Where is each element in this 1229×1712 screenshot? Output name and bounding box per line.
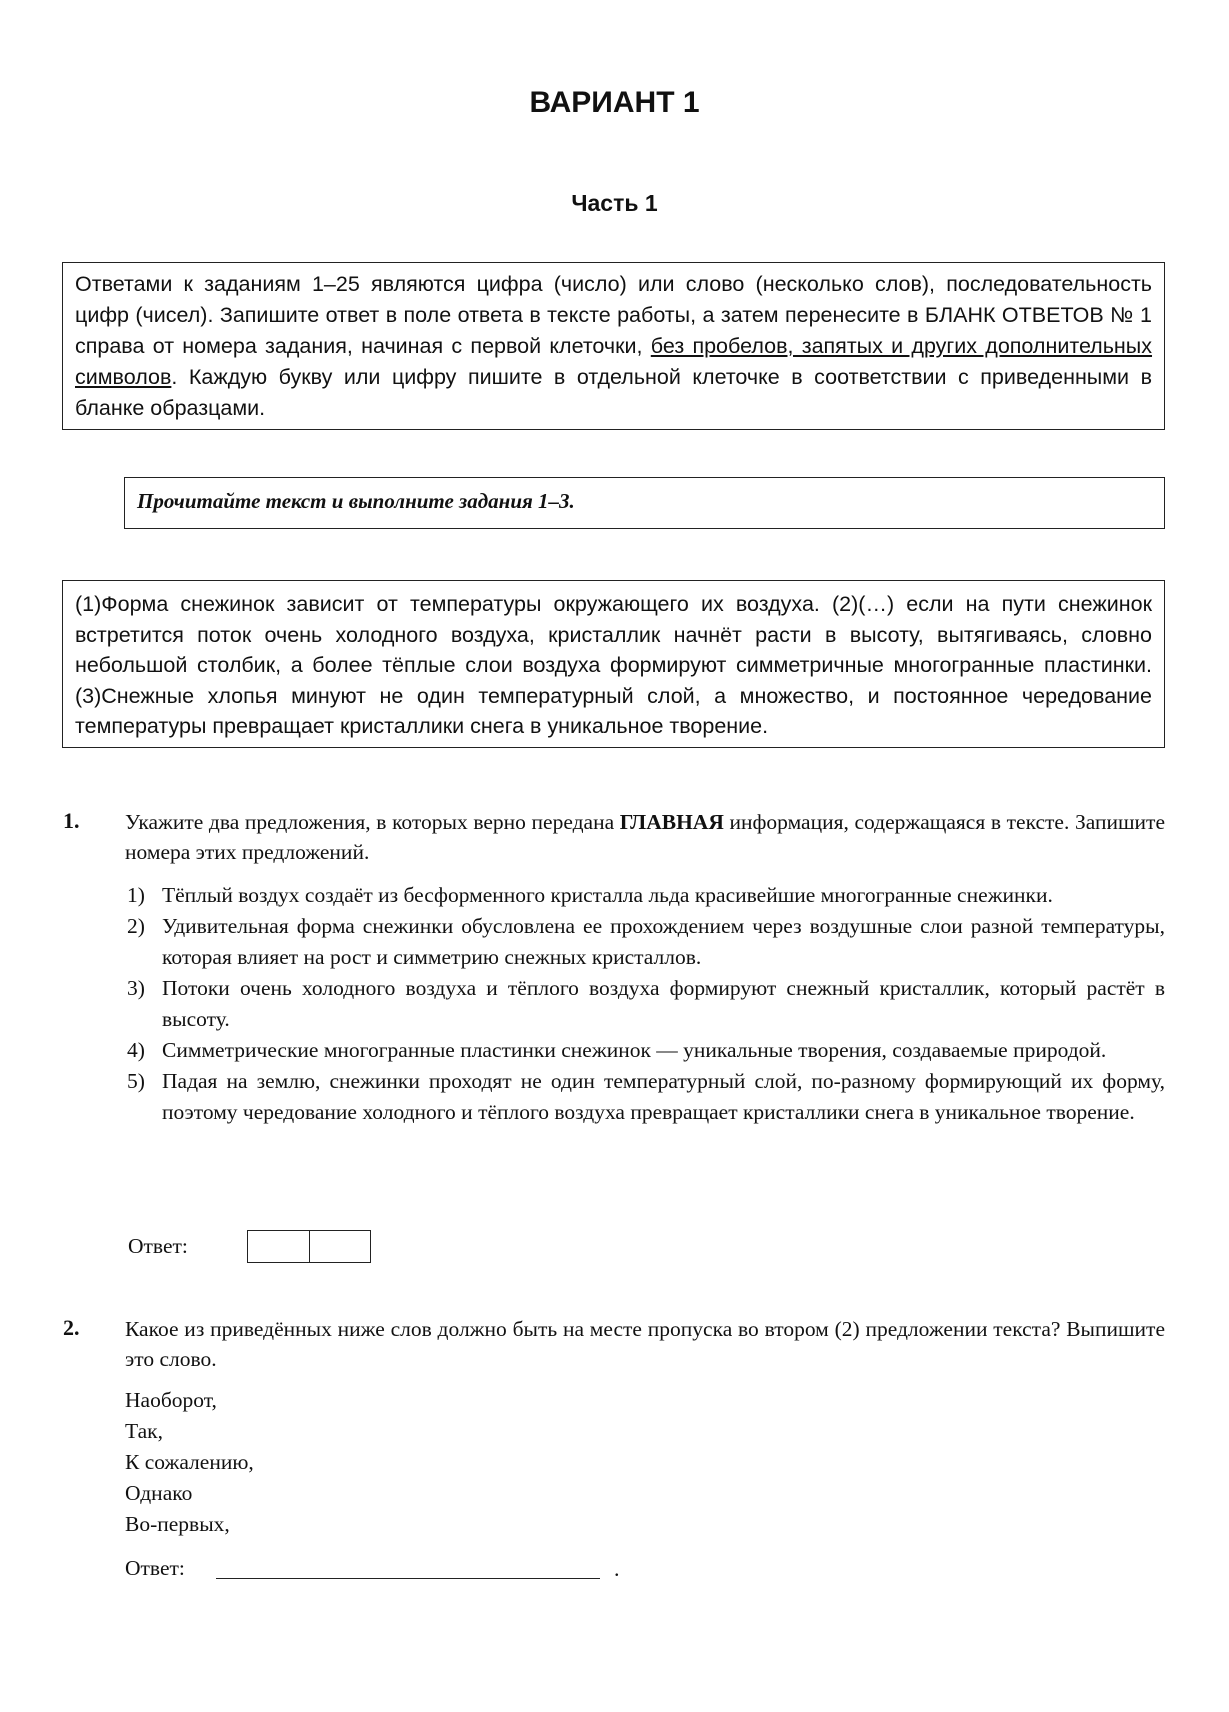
question-1-text	[125, 807, 1165, 867]
answer-cell[interactable]	[309, 1231, 370, 1262]
question-1-answer-cells[interactable]	[247, 1230, 371, 1263]
option-5-number: 5)	[127, 1069, 145, 1093]
word-option: Наоборот,	[125, 1388, 217, 1412]
option-2	[127, 911, 1165, 973]
question-2-number: 2.	[63, 1315, 80, 1340]
variant-title: ВАРИАНТ 1	[529, 86, 700, 119]
word-option: Во-первых,	[125, 1512, 230, 1536]
answer-cell[interactable]	[248, 1231, 309, 1262]
option-3-number: 3)	[127, 976, 145, 1000]
question-2-answer-line[interactable]	[216, 1578, 600, 1579]
option-4-text: Симметрические многогранные пластинки снежинок — уникальные творения, создаваемые природой.	[162, 1038, 1107, 1062]
question-2-answer-label: Ответ:	[125, 1556, 185, 1580]
instructions-box	[62, 262, 1165, 430]
instructions-underlined-text: без пробелов, запятых и других дополнительных символов	[75, 334, 1153, 389]
question-2-word-list	[125, 1385, 254, 1540]
option-4	[127, 1035, 1165, 1066]
reading-prompt-box	[124, 477, 1165, 529]
passage-text: (1)Форма снежинок зависит от температуры окружающего их воздуха. (2)(…) если на пути снежинок встретится поток очень холодного воздуха, кристаллик начнёт расти в высоту, вытягиваясь, словно небольшой столбик, а более тёплые слои воздуха формируют симметричные многогранные пластинки. (3)Снежные хлопья минуют не один температурный слой, а множество, и постоянное чередование температуры превращает кристаллики снега в уникальное творение.	[75, 592, 1152, 738]
word-option: Однако	[125, 1481, 193, 1505]
question-1-text-end: информация, содержащаяся в тексте. Запишите номера этих предложений.	[125, 810, 1165, 864]
passage-box	[62, 580, 1165, 748]
option-1	[127, 880, 1165, 911]
word-option: К сожалению,	[125, 1450, 254, 1474]
question-1-bold-word: ГЛАВНАЯ	[619, 810, 724, 834]
part-title: Часть 1	[571, 190, 658, 216]
instructions-text: Ответами к заданиям 1–25 являются цифра (число) или слово (несколько слов), последовательность цифр (чисел). Запишите ответ в поле ответа в тексте работы, а затем перенесите в БЛАНК ОТВЕТОВ № 1 справа от номера задания, начиная с первой клеточки,	[75, 272, 1152, 358]
question-1-answer-label: Ответ:	[128, 1234, 188, 1258]
option-2-number: 2)	[127, 914, 145, 938]
question-1-number: 1.	[63, 808, 80, 833]
question-1-text-start: Укажите два предложения, в которых верно передана	[125, 810, 620, 834]
word-option: Так,	[125, 1419, 163, 1443]
reading-prompt: Прочитайте текст и выполните задания 1–3.	[137, 489, 575, 513]
option-5	[127, 1066, 1165, 1128]
option-3-text: Потоки очень холодного воздуха и тёплого воздуха формируют снежный кристаллик, который растёт в высоту.	[162, 976, 1165, 1031]
instructions-text-end: . Каждую букву или цифру пишите в отдельной клеточке в соответствии с приведенными в бланке образцами.	[75, 365, 1152, 420]
option-3	[127, 973, 1165, 1035]
option-2-text: Удивительная форма снежинки обусловлена ее прохождением через воздушные слои разной температуры, которая влияет на рост и симметрию снежных кристаллов.	[162, 914, 1165, 969]
question-2-text: Какое из приведённых ниже слов должно быть на месте пропуска во втором (2) предложении текста? Выпишите это слово.	[125, 1317, 1165, 1371]
question-1-options	[127, 880, 1165, 1128]
option-5-text: Падая на землю, снежинки проходят не один температурный слой, по-разному формирующий их форму, поэтому чередование холодного и тёплого воздуха превращает кристаллики снега в уникальное творение.	[162, 1069, 1165, 1124]
option-1-text: Тёплый воздух создаёт из бесформенного кристалла льда красивейшие многогранные снежинки.	[162, 883, 1053, 907]
question-2-answer-end: .	[614, 1556, 620, 1581]
option-4-number: 4)	[127, 1038, 145, 1062]
option-1-number: 1)	[127, 883, 145, 907]
